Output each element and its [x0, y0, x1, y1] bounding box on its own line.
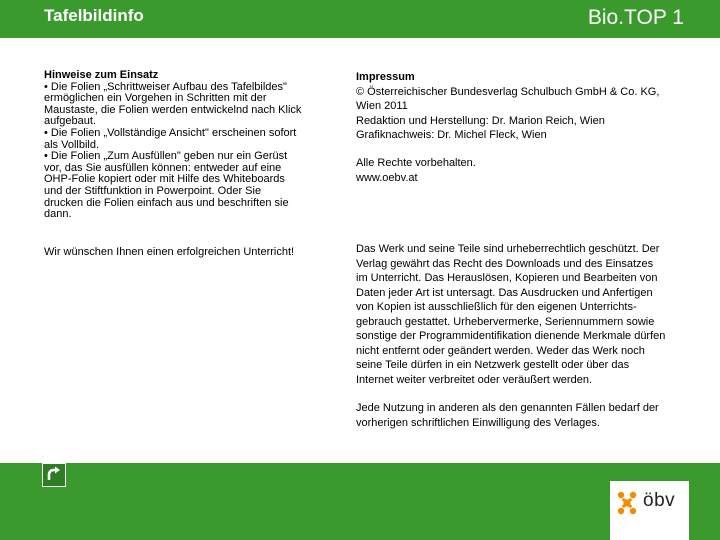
hinweise-heading: Hinweise zum Einsatz [44, 69, 159, 81]
hinweise-section [44, 69, 326, 258]
copyright-line: gebrauch gestattet. Urhebervermerke, Seriennummern sowie [356, 315, 655, 328]
closing-wish: Wir wünschen Ihnen einen erfolgreichen Unterricht! [44, 246, 295, 258]
hinweise-line: • Die Folien „Zum Ausfüllen" geben nur ein Gerüst [44, 150, 288, 163]
hinweise-line: und der Stiftfunktion in Powerpoint. Oder Sie [44, 184, 262, 197]
rights-line: Alle Rechte vorbehalten. [356, 157, 476, 169]
copyright-line: Internet weiter verbreitet oder veräußert werden. [356, 373, 593, 386]
copyright-line: Das Werk und seine Teile sind urheberrechtlich geschützt. Der [356, 243, 660, 255]
copyright-line: von Kopien ist ausschließlich für den eigenen Unterrichts- [356, 301, 637, 313]
copyright-block [356, 242, 696, 387]
hinweise-line: als Vollbild. [44, 138, 100, 151]
hinweise-line: vor, das Sie ausfüllen können: entweder auf eine [44, 161, 282, 174]
obv-logo [610, 481, 689, 540]
usage-block [356, 401, 696, 430]
obv-star-logo-icon [612, 487, 642, 517]
usage-line: vorherigen schriftlichen Einwilligung des Verlages. [356, 416, 600, 429]
impressum-heading: Impressum [356, 71, 415, 83]
hinweise-line: dann. [44, 208, 72, 221]
copyright-line: seine Teile dürfen in ein Netzwerk gestellt oder über das [356, 359, 630, 371]
back-button[interactable] [42, 463, 66, 487]
rights-block [356, 156, 696, 185]
hinweise-line: • Die Folien „Vollständige Ansicht" erscheinen sofort [44, 126, 297, 139]
copyright-line: nicht entfernt oder geändert werden. Weder das Werk noch [356, 344, 645, 357]
copyright-line: Daten jeder Art ist untersagt. Das Ausdrucken und Anfertigen [356, 286, 653, 299]
hinweise-line: Maustaste, die Folien werden entwickelnd nach Klick [44, 103, 302, 116]
impressum-line: © Österreichischer Bundesverlag Schulbuch GmbH & Co. KG, [356, 85, 660, 98]
hinweise-line: drucken die Folien einfach aus und beschriften sie [44, 196, 289, 209]
impressum-line: Grafiknachweis: Dr. Michel Fleck, Wien [356, 129, 547, 141]
header-bar [0, 0, 720, 38]
copyright-line: Verlag gewährt das Recht des Downloads und des Einsatzes [356, 257, 654, 270]
impressum-line: Wien 2011 [356, 100, 408, 112]
website-link[interactable]: www.oebv.at [356, 171, 418, 184]
hinweise-line: ermöglichen ein Vorgehen in Schritten mit der [44, 92, 267, 105]
slide-title: Tafelbildinfo [44, 6, 144, 25]
impressum-line: Redaktion und Herstellung: Dr. Marion Reich, Wien [356, 114, 605, 127]
hinweise-line: OHP-Folie kopiert oder mit Hilfe des Whiteboards [44, 173, 285, 186]
logo-text: öbv [643, 490, 676, 511]
hinweise-line: • Die Folien „Schrittweiser Aufbau des Tafelbildes" [44, 80, 287, 93]
hinweise-line: aufgebaut. [44, 115, 96, 128]
series-title: Bio.TOP 1 [587, 6, 684, 29]
usage-line: Jede Nutzung in anderen als den genannten Fällen bedarf der [356, 402, 659, 414]
impressum-section [356, 70, 696, 143]
copyright-line: im Unterricht. Das Herauslösen, Kopieren und Bearbeiten von [356, 272, 658, 284]
copyright-line: sonstige der Programmidentifikation dienende Merkmale dürfen [356, 330, 666, 342]
return-arrow-icon [43, 464, 65, 486]
